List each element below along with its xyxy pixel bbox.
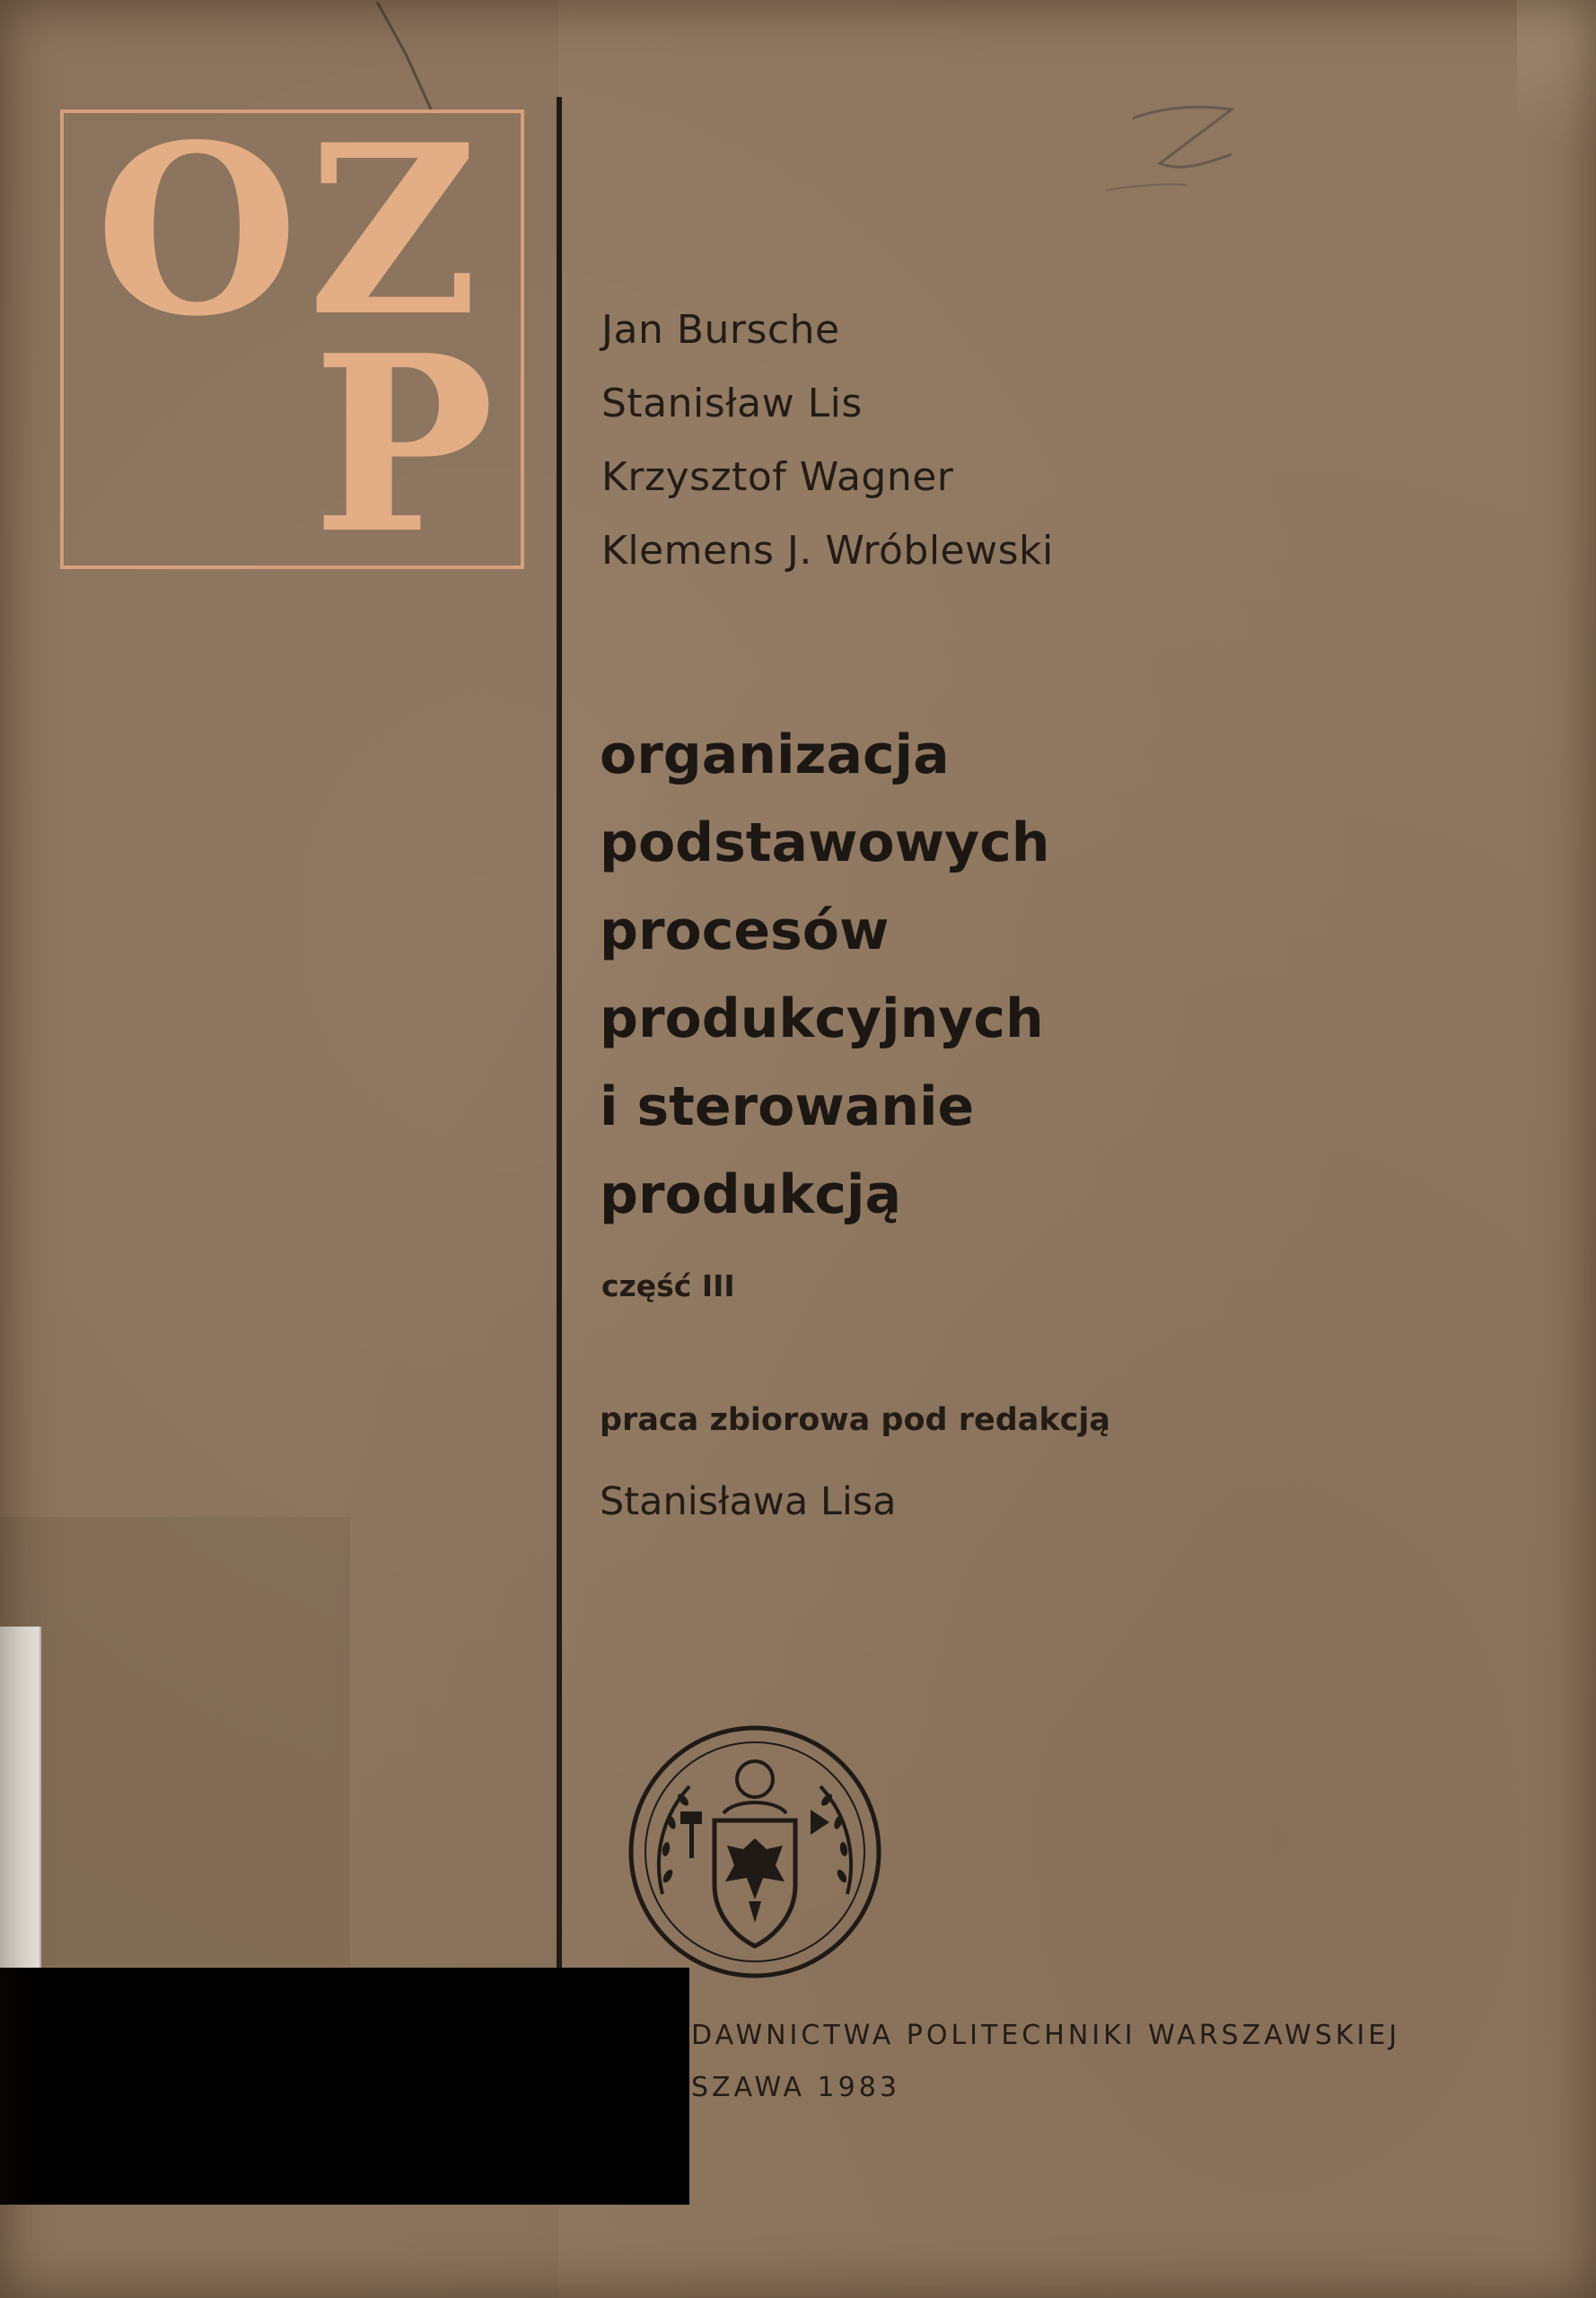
book-title-line: podstawowych: [600, 811, 1050, 874]
vertical-divider: [557, 97, 562, 1982]
author-name: Stanisław Lis: [601, 381, 863, 426]
publisher-name: DAWNICTWA POLITECHNIKI WARSZAWSKIEJ: [691, 2020, 1401, 2051]
redaction-block: [0, 1968, 689, 2205]
author-name: Krzysztof Wagner: [601, 454, 954, 500]
author-name: Jan Bursche: [601, 307, 840, 353]
book-title-line: produkcją: [600, 1163, 901, 1226]
series-logo-letter-p: P: [312, 302, 495, 587]
author-name: Klemens J. Wróblewski: [601, 528, 1054, 574]
book-title-line: procesów: [600, 899, 890, 962]
volume-part: część III: [601, 1268, 735, 1303]
series-logo-letter-z: Z: [308, 94, 478, 368]
book-title-line: i sterowanie: [600, 1075, 975, 1138]
series-logo-letter-o: O: [95, 94, 299, 368]
cover-stain: [0, 1517, 350, 1966]
publication-city-year: SZAWA 1983: [691, 2072, 900, 2103]
library-label: [0, 1627, 41, 1969]
pencil-scribble: [1097, 101, 1258, 208]
corner-wear: [1517, 0, 1596, 197]
editor-credit-lead: praca zbiorowa pod redakcją: [600, 1402, 1111, 1438]
editor-name: Stanisława Lisa: [600, 1479, 897, 1524]
university-emblem-eagle-icon: [627, 1724, 883, 1980]
book-title-line: produkcyjnych: [600, 987, 1044, 1050]
book-title-line: organizacja: [600, 724, 950, 786]
